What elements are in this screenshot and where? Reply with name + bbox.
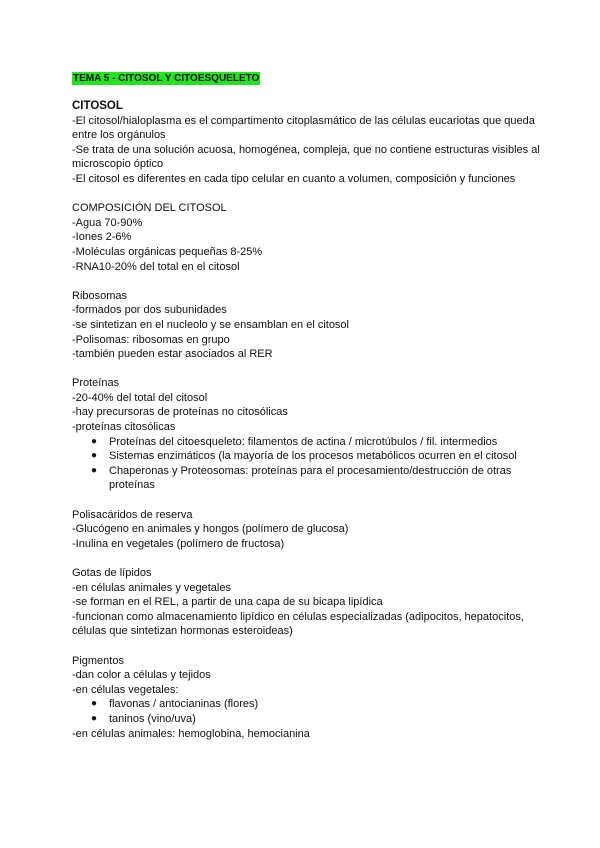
text-line: -20-40% del total del citosol (72, 391, 208, 404)
section-proteinas (72, 376, 542, 493)
section-polisacaridos (72, 508, 542, 552)
section-heading: Ribosomas (72, 289, 128, 302)
text-line: -funcionan como almacenamiento lipídico en células especializadas (adipocitos, hepatocitos, células que sintetizan hormonas esteroideas) (72, 610, 524, 638)
list-item-text: taninos (vino/uva) (109, 712, 196, 725)
section-heading: COMPOSICIÓN DEL CITOSOL (72, 202, 227, 215)
list-item (91, 435, 542, 450)
text-line: -Iones 2-6% (72, 231, 132, 244)
text-line: -RNA10-20% del total en el citosol (72, 260, 240, 273)
text-line: -proteínas citosólicas (72, 421, 176, 434)
section-heading: Pigmentos (72, 654, 124, 667)
text-line: -Polisomas: ribosomas en grupo (72, 333, 230, 346)
text-line: -en células animales y vegetales (72, 581, 231, 594)
list-item (91, 449, 542, 464)
section-heading: Polisacáridos de reserva (72, 508, 193, 521)
section-lipidos (72, 566, 542, 639)
list-item-text: Chaperonas y Proteosomas: proteínas para el procesamiento/destrucción de otras proteínas (109, 464, 512, 492)
section-composicion (72, 201, 542, 274)
text-line: -se sintetizan en el nucleolo y se ensamblan en el citosol (72, 318, 349, 331)
text-line: -Moléculas orgánicas pequeñas 8-25% (72, 245, 263, 258)
text-line: -El citosol es diferentes en cada tipo celular en cuanto a volumen, composición y funciones (72, 172, 516, 185)
text-line: -formados por dos subunidades (72, 304, 227, 317)
section-heading: Gotas de lípidos (72, 567, 152, 579)
text-line: -en células vegetales: (72, 683, 179, 696)
bullet-list (72, 435, 542, 493)
bullet-icon: ● (91, 712, 98, 724)
text-line: -hay precursoras de proteínas no citosólicas (72, 406, 288, 419)
list-item (91, 464, 542, 493)
text-line: -se forman en el REL, a partir de una capa de su bicapa lipídica (72, 596, 383, 609)
text-line: -Glucógeno en animales y hongos (polímero de glucosa) (72, 523, 349, 536)
document-page (72, 71, 542, 741)
text-line: -Se trata de una solución acuosa, homogénea, compleja, que no contiene estructuras visibles al microscopio óptico (72, 143, 540, 171)
bullet-icon: ● (91, 698, 98, 710)
bullet-icon: ● (91, 435, 98, 447)
list-item (91, 712, 542, 727)
section-heading: Proteínas (72, 377, 120, 390)
text-line: -Inulina en vegetales (polímero de fructosa) (72, 537, 285, 550)
bullet-icon: ● (91, 450, 98, 462)
section-pigmentos (72, 654, 542, 742)
text-line: -también pueden estar asociados al RER (72, 348, 273, 361)
text-line: -El citosol/hialoplasma es el compartimento citoplasmático de las células eucariotas que queda entre los orgánulos (72, 114, 535, 142)
text-line: -en células animales: hemoglobina, hemocianina (72, 727, 310, 740)
bullet-icon: ● (91, 464, 98, 476)
section-ribosomas (72, 289, 542, 362)
bullet-list (72, 697, 542, 726)
list-item-text: Proteínas del citoesqueleto: filamentos de actina / microtúbulos / fil. intermedios (109, 435, 498, 448)
list-item-text: flavonas / antocianinas (flores) (109, 698, 259, 711)
list-item (91, 697, 542, 712)
text-line: -Agua 70-90% (72, 216, 143, 229)
document-title: TEMA 5 - CITOSOL Y CITOESQUELETO (73, 73, 260, 84)
section-citosol (72, 99, 542, 187)
section-heading: CITOSOL (72, 100, 123, 112)
list-item-text: Sistemas enzimáticos (la mayoría de los procesos metabólicos ocurren en el citosol (109, 450, 517, 463)
text-line: -dan color a células y tejidos (72, 669, 211, 682)
